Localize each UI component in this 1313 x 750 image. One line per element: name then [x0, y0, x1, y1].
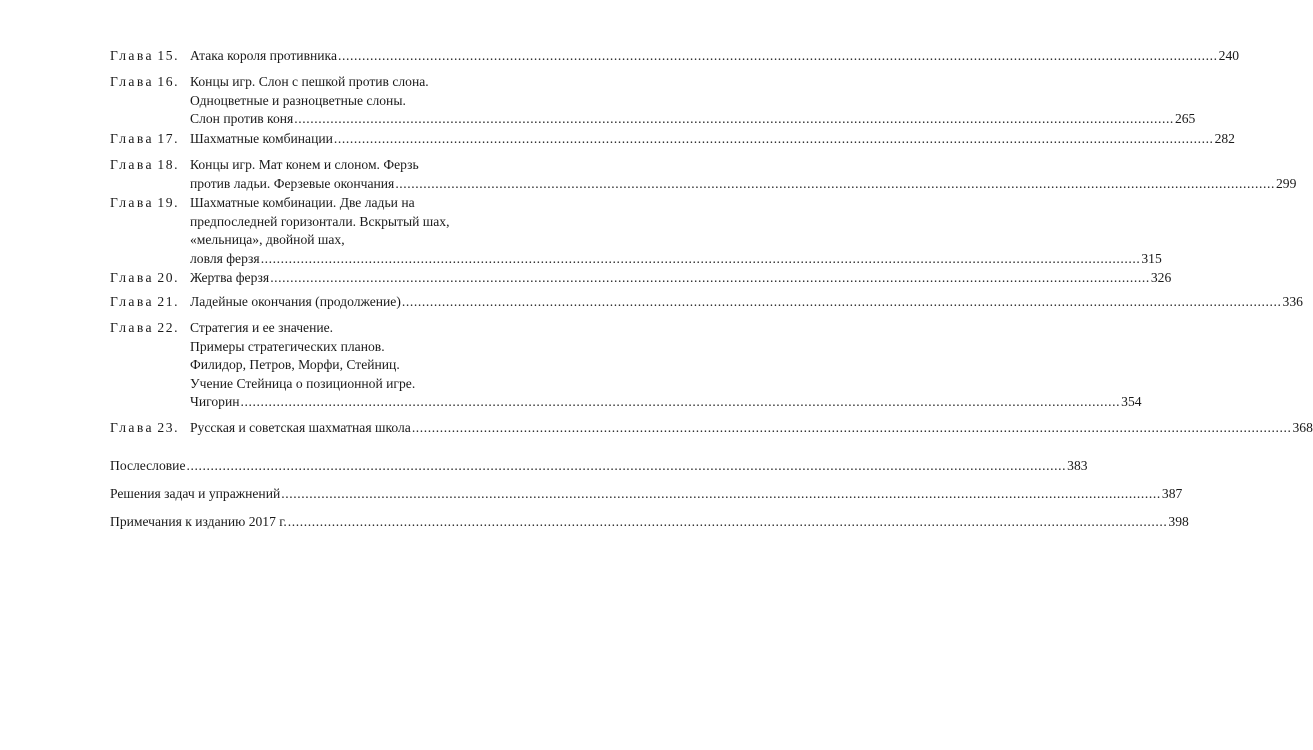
entry-title-last-line	[190, 130, 1235, 149]
entry-title-text: Шахматные комбинации	[190, 131, 333, 146]
entry-title-line: Концы игр. Мат конем и слоном. Ферзь	[190, 157, 419, 172]
entry-title	[190, 73, 1196, 129]
page-number: 336	[1282, 294, 1303, 309]
entry-title-text: Чигорин	[190, 394, 240, 409]
entry-title-last-line	[190, 47, 1240, 66]
entry-title-text: Русская и советская шахматная школа	[190, 420, 411, 435]
toc-entry[interactable]	[110, 47, 1240, 66]
toc-entry[interactable]	[110, 513, 1189, 532]
entry-title-line: предпоследней горизонтали. Вскрытый шах,	[190, 213, 450, 229]
dot-leader: ............................................................................................................................................................................................................................	[395, 175, 1275, 191]
chapter-label	[110, 156, 190, 175]
chapter-number: 19.	[157, 195, 180, 210]
dot-leader: ............................................................................................................................................................................................................................	[287, 514, 1168, 529]
toc-entry[interactable]	[110, 293, 1303, 312]
entry-title	[190, 419, 1313, 438]
entry-title-line: Стратегия и ее значение.	[190, 320, 334, 335]
chapter-label	[110, 73, 190, 92]
entry-title-text: Слон против коня	[190, 111, 294, 126]
dot-leader: ............................................................................................................................................................................................................................	[411, 420, 1292, 435]
dot-leader: ............................................................................................................................................................................................................................	[337, 48, 1218, 63]
entry-title-text: Послесловие	[110, 458, 186, 473]
dot-leader: ............................................................................................................................................................................................................................	[186, 458, 1067, 473]
chapter-number: 22.	[157, 320, 180, 335]
dot-leader: ............................................................................................................................................................................................................................	[333, 131, 1214, 146]
chapter-label	[110, 319, 190, 338]
entry-title-last-line	[110, 513, 1189, 532]
entry-title	[110, 485, 1183, 504]
chapter-word: Глава	[110, 74, 154, 89]
entry-title-last-line	[190, 250, 1162, 269]
page-number: 383	[1067, 458, 1088, 473]
dot-leader: ............................................................................................................................................................................................................................	[240, 394, 1121, 409]
toc-entry[interactable]	[110, 319, 1142, 412]
entry-title-last-line	[190, 293, 1303, 312]
chapter-word: Глава	[110, 48, 154, 63]
entry-title-last-line	[190, 269, 1172, 288]
page-number: 398	[1168, 514, 1189, 529]
entry-title-text: Атака короля противника	[190, 48, 337, 63]
chapter-number: 21.	[157, 294, 180, 309]
entry-title	[190, 269, 1172, 288]
chapter-word: Глава	[110, 294, 154, 309]
entry-title	[190, 130, 1235, 149]
page-number: 240	[1218, 48, 1240, 63]
chapter-word: Глава	[110, 195, 154, 210]
entry-title	[190, 293, 1303, 312]
page-number: 282	[1214, 131, 1235, 146]
entry-title-line: Учение Стейница о позиционной игре.	[190, 375, 416, 391]
entry-title	[110, 457, 1088, 476]
toc-entry[interactable]	[110, 130, 1235, 149]
toc-entry[interactable]	[110, 269, 1172, 288]
toc-entry[interactable]	[110, 457, 1088, 476]
dot-leader: ............................................................................................................................................................................................................................	[281, 486, 1161, 501]
page-number: 265	[1174, 111, 1196, 126]
entry-title	[190, 194, 1162, 268]
chapter-label	[110, 293, 190, 312]
entry-title-line: Филидор, Петров, Морфи, Стейниц.	[190, 357, 400, 372]
dot-leader: ............................................................................................................................................................................................................................	[294, 111, 1174, 126]
entry-title-line: «мельница», двойной шах,	[190, 232, 345, 247]
chapter-word: Глава	[110, 420, 154, 435]
chapter-number: 18.	[157, 157, 180, 172]
entry-title-text: Решения задач и упражнений	[110, 486, 281, 501]
page-number: 315	[1141, 250, 1162, 266]
chapter-number: 23.	[157, 420, 180, 435]
chapter-number: 16.	[157, 74, 180, 89]
entry-title-last-line	[110, 457, 1088, 476]
entry-title-line: Шахматные комбинации. Две ладьи на	[190, 195, 415, 210]
entry-title-text: Примечания к изданию 2017 г.	[110, 514, 287, 529]
entry-title-last-line	[190, 175, 1297, 194]
chapter-label	[110, 130, 190, 149]
dot-leader: ............................................................................................................................................................................................................................	[270, 270, 1150, 285]
chapter-number: 17.	[157, 131, 180, 146]
entry-title-line: Одноцветные и разноцветные слоны.	[190, 92, 406, 108]
entry-title-line: Концы игр. Слон с пешкой против слона.	[190, 74, 429, 89]
chapter-label	[110, 194, 190, 213]
chapter-word: Глава	[110, 320, 154, 335]
entry-title-last-line	[190, 419, 1313, 438]
entry-title-text: ловля ферзя	[190, 250, 260, 266]
chapter-label	[110, 419, 190, 438]
entry-title	[190, 156, 1297, 193]
toc-entry[interactable]	[110, 156, 1297, 193]
toc-entry[interactable]	[110, 194, 1162, 268]
entry-title-text: Ладейные окончания (продолжение)	[190, 294, 401, 309]
dot-leader: ............................................................................................................................................................................................................................	[401, 294, 1282, 309]
chapter-label	[110, 47, 190, 66]
chapter-label	[110, 269, 190, 288]
page-number: 354	[1121, 394, 1142, 409]
chapter-number: 20.	[157, 270, 180, 285]
dot-leader: ............................................................................................................................................................................................................................	[260, 250, 1141, 266]
entry-title-line: Примеры стратегических планов.	[190, 338, 385, 354]
page-number: 299	[1275, 175, 1297, 191]
entry-title-last-line	[110, 485, 1183, 504]
chapter-number: 15.	[157, 48, 180, 63]
toc-entry[interactable]	[110, 73, 1196, 129]
entry-title-text: Жертва ферзя	[190, 270, 270, 285]
chapter-word: Глава	[110, 131, 154, 146]
entry-title-last-line	[190, 110, 1196, 129]
page-number: 368	[1292, 420, 1313, 435]
chapter-word: Глава	[110, 157, 154, 172]
page-number: 387	[1161, 486, 1183, 501]
entry-title	[190, 47, 1240, 66]
entry-title	[110, 513, 1189, 532]
page-number: 326	[1150, 270, 1172, 285]
entry-title	[190, 319, 1142, 412]
entry-title-text: против ладьи. Ферзевые окончания	[190, 175, 395, 191]
toc-entry[interactable]	[110, 485, 1183, 504]
toc-entry[interactable]	[110, 419, 1313, 438]
entry-title-last-line	[190, 393, 1142, 412]
chapter-word: Глава	[110, 270, 154, 285]
